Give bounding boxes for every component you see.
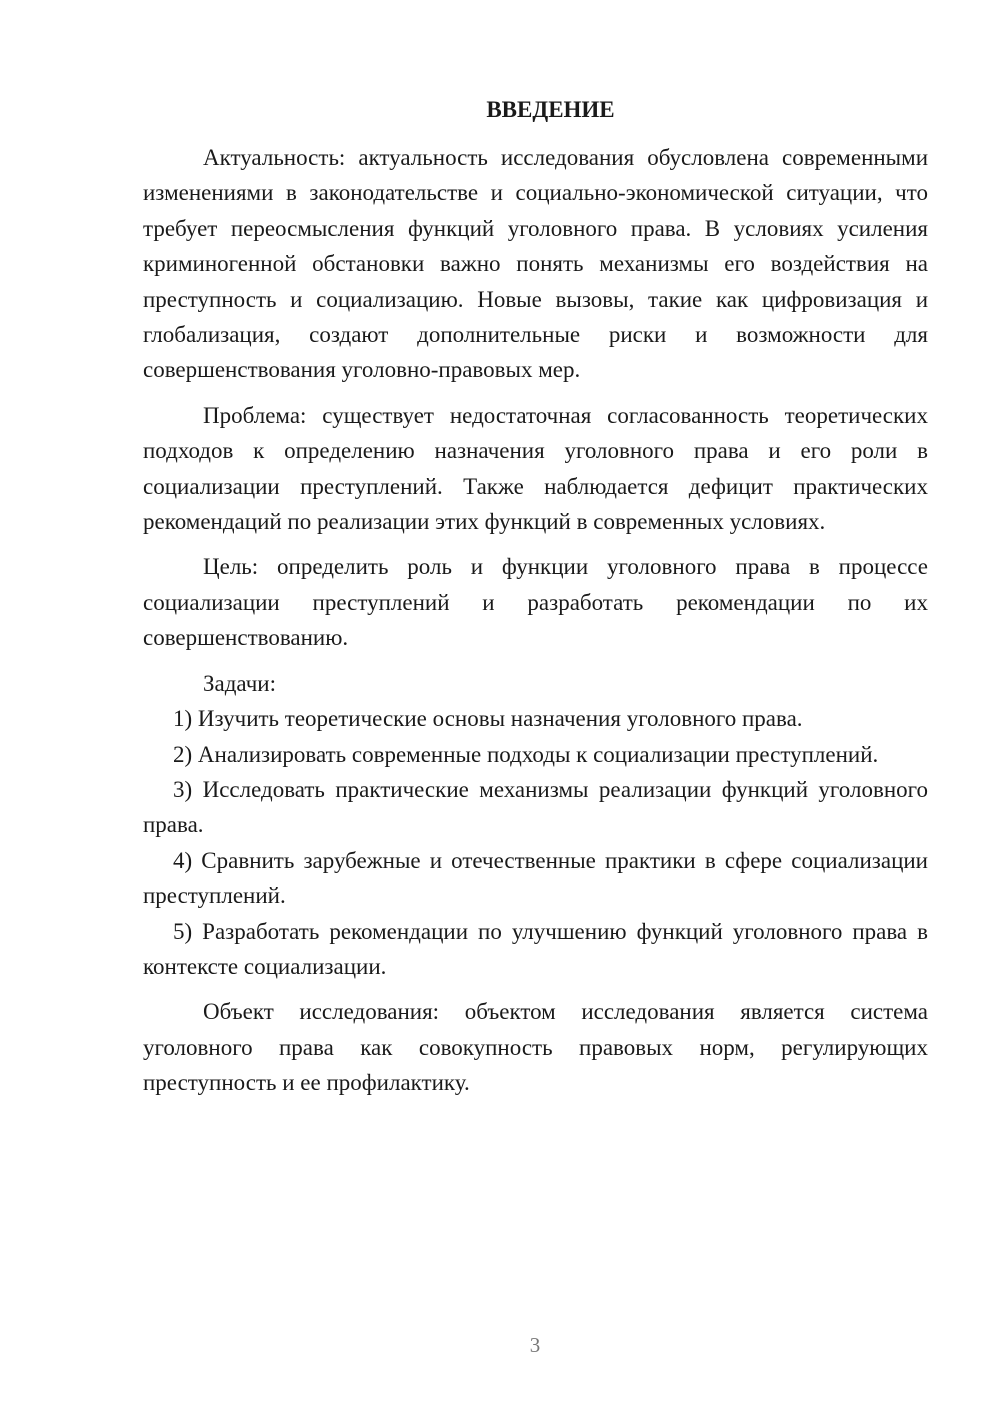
task-item-1: 1) Изучить теоретические основы назначения уголовного права.: [173, 706, 803, 732]
task-item-5: 5) Разработать рекомендации по улучшению функций уголовного права в контексте социализации.: [143, 918, 928, 979]
paragraph-problem: Проблема: существует недостаточная согласованность теоретических подходов к определению назначения уголовного права и его роли в социализации преступлений. Также наблюдается дефицит практических рекомендаций по реализации этих функций в современных условиях.: [143, 402, 928, 535]
document-page: [143, 92, 928, 1101]
paragraph-goal: Цель: определить роль и функции уголовного права в процессе социализации преступлений и разработать рекомендации по их совершенствованию.: [143, 554, 928, 651]
page-number: 3: [529, 1333, 541, 1357]
task-item-4: 4) Сравнить зарубежные и отечественные практики в сфере социализации преступлений.: [143, 847, 928, 909]
tasks-label: Задачи:: [203, 670, 276, 696]
paragraph-relevance: Актуальность: актуальность исследования обусловлена современными изменениями в законодательстве и социально-экономической ситуации, что требует переосмысления функций уголовного права. В условиях усиления криминогенной обстановки важно понять механизмы его воздействия на преступность и социализацию. Новые вызовы, такие как цифровизация и глобализация, создают дополнительные риски и возможности для совершенствования уголовно-правовых мер.: [143, 145, 928, 383]
task-item-3: 3) Исследовать практические механизмы реализации функций уголовного права.: [143, 776, 928, 838]
paragraph-object: Объект исследования: объектом исследования является система уголовного права как совокупность правовых норм, регулирующих преступность и ее профилактику.: [143, 999, 928, 1096]
page-title: ВВЕДЕНИЕ: [486, 97, 615, 122]
task-item-2: 2) Анализировать современные подходы к социализации преступлений.: [173, 741, 879, 767]
